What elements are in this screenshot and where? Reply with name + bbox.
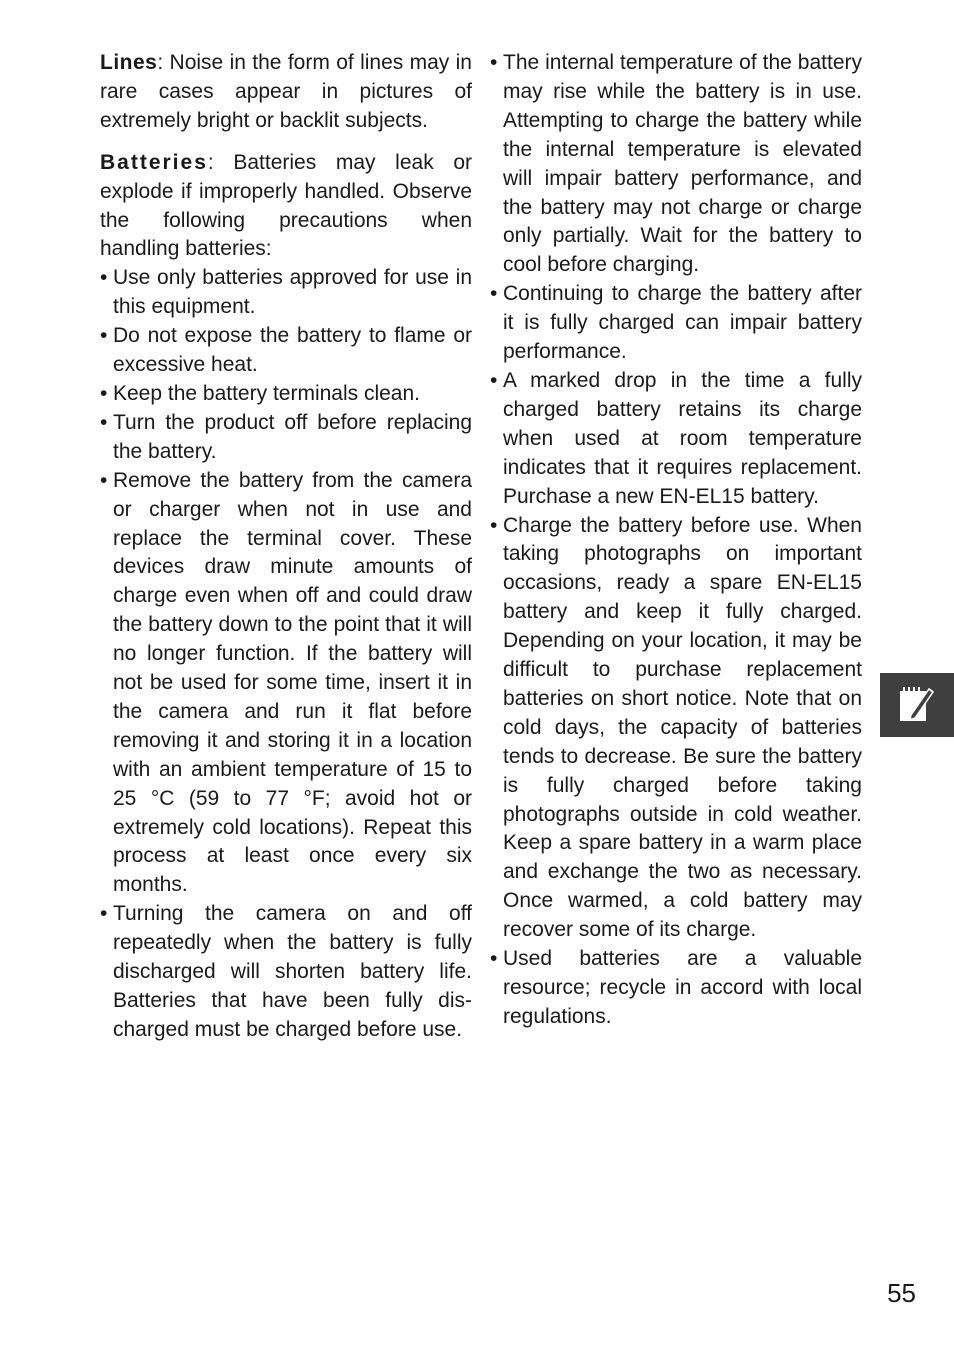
lines-text: : Noise in the form of lines may in rare cases appear in pictures of extremely bright or backlit subjects.: [100, 51, 472, 132]
lines-label: Lines: [100, 51, 158, 74]
notes-pencil-icon: [898, 685, 936, 725]
lines-paragraph: [100, 49, 472, 136]
left-bullet-list: [100, 264, 472, 1044]
list-item: • Do not expose the battery to flame or excessive heat.: [100, 322, 472, 380]
right-bullet-list: [490, 49, 862, 1032]
batteries-paragraph: [100, 149, 472, 265]
list-item: • Turning the camera on and off repeatedly when the battery is fully discharged will shorten battery life. Batteries that have been fully discharged must be charged before use.: [100, 900, 472, 1045]
right-column: [490, 49, 862, 1032]
list-item: • Continuing to charge the battery after it is fully charged can impair battery performance.: [490, 280, 862, 367]
list-item: • Keep the battery terminals clean.: [100, 380, 472, 409]
left-column: [100, 49, 472, 1045]
list-item: • Remove the battery from the camera or charger when not in use and replace the terminal cover. These devices draw minute amounts of charge even when off and could draw the battery down to the point that it will no longer function. If the battery will not be used for some time, insert it in the camera and run it flat before removing it and storing it in a location with an ambient temperature of 15 to 25 °C (59 to 77 °F; avoid hot or extremely cold locations). Repeat this process at least once every six months.: [100, 467, 472, 901]
list-item: • Turn the product off before replacing the battery.: [100, 409, 472, 467]
batteries-text: : Batteries may leak or explode if improperly handled. Observe the following precautions when handling batteries:: [100, 150, 472, 261]
list-item: • Charge the battery before use. When taking photographs on important occasions, ready a spare EN-EL15 battery and keep it fully charged. Depending on your location, it may be difficult to purchase replacement batteries on short notice. Note that on cold days, the capacity of batteries tends to decrease. Be sure the battery is fully charged before taking photographs outside in cold weather. Keep a spare battery in a warm place and exchange the two as necessary. Once warmed, a cold battery may recover some of its charge.: [490, 512, 862, 946]
list-item: • A marked drop in the time a fully charged battery retains its charge when used at room temperature indicates that it requires replacement. Purchase a new EN-EL15 battery.: [490, 367, 862, 512]
list-item: • Use only batteries approved for use in this equipment.: [100, 264, 472, 322]
section-tab[interactable]: [880, 673, 954, 737]
list-item: • The internal temperature of the battery may rise while the battery is in use. Attempting to charge the battery while the internal temperature is elevated will impair battery performance, and the battery may not charge or charge only partially. Wait for the battery to cool before charging.: [490, 49, 862, 280]
page-number: 55: [887, 1278, 916, 1308]
batteries-label: Batteries: [100, 150, 208, 174]
list-item: • Used batteries are a valuable resource; recycle in accord with local regulations.: [490, 945, 862, 1032]
